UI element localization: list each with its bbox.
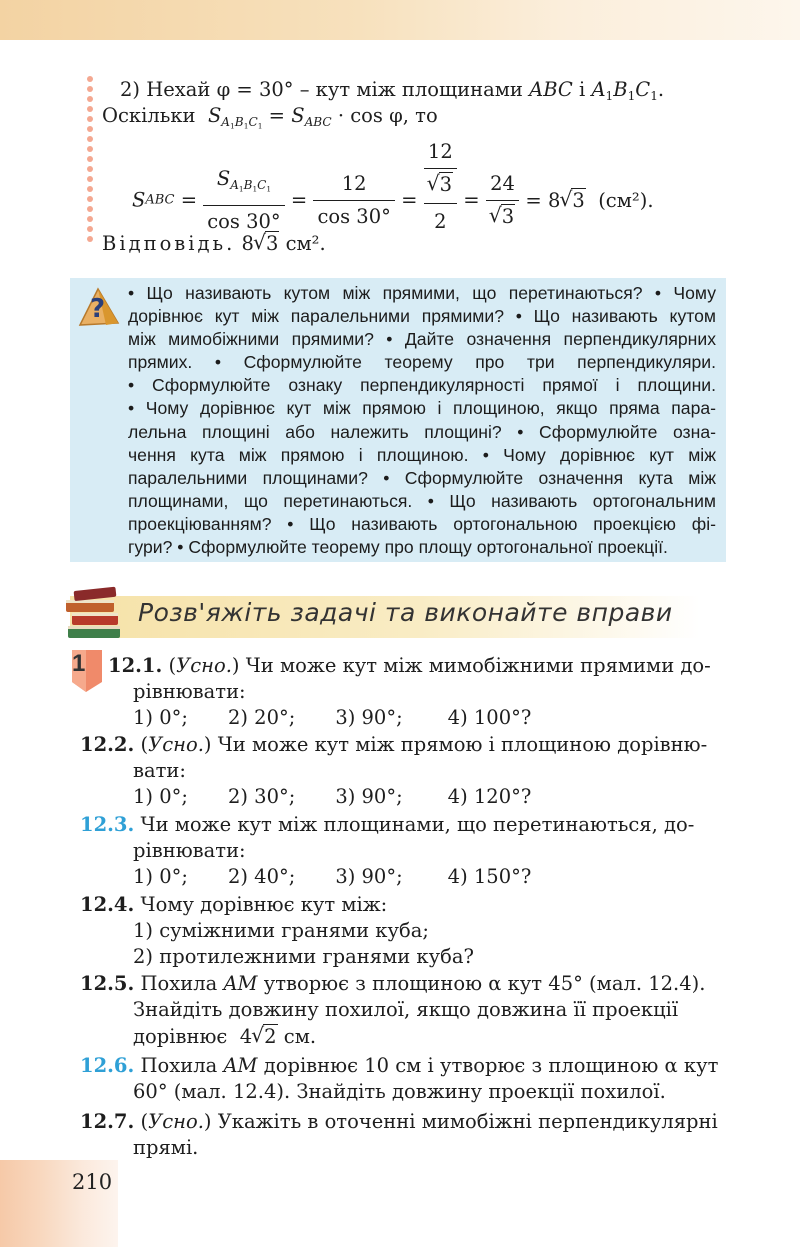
level-badge-number: 1 — [72, 650, 86, 677]
top-decor-band — [0, 0, 800, 40]
task-12-1-options: 1) 0°; 2) 20°; 3) 90°; 4) 100°? — [133, 706, 532, 729]
task-12-4-line-2: 1) суміжними гранями куба; — [133, 919, 429, 942]
task-12-5-line-1: 12.5. Похила AM утворює з площиною α кут 45° (мал. 12.4). — [80, 972, 706, 995]
task-12-3-line-2: рівнювати: — [133, 839, 246, 862]
question-line: прямих. • Сформулюйте теорему про три перпендикуляри. — [128, 352, 716, 373]
task-12-2-line-1: 12.2. (Усно.) Чи може кут між прямою і площиною дорівню- — [80, 733, 708, 756]
question-line: проекціюванням? • Що називають ортогональною проекцією фі- — [128, 513, 716, 534]
question-line: гури? • Сформулюйте теорему про площу ортогональної проекції. — [128, 537, 668, 558]
question-line: площинами, що перетинаються. • Що називають ортогональним — [128, 490, 716, 511]
task-12-4-line-1: 12.4. Чому дорівнює кут між: — [80, 893, 388, 916]
svg-text:?: ? — [90, 294, 106, 324]
question-line: лельна площині або належить площині? • Сформулюйте озна- — [128, 421, 716, 442]
question-line: між мимобіжними прямими? • Дайте означення перпендикулярних — [128, 329, 716, 350]
question-line: дорівнює кут між паралельними прямими? • Що називають кутом — [128, 306, 716, 327]
task-12-5-line-2: Знайдіть довжину похилої, якщо довжина її проекції — [133, 998, 679, 1021]
task-12-6-line-2: 60° (мал. 12.4). Знайдіть довжину проекції похилої. — [133, 1080, 666, 1103]
question-line: • Сформулюйте ознаку перпендикулярності прямої і площини. — [128, 375, 716, 396]
margin-dots — [86, 76, 94, 251]
task-12-5-line-3: дорівнює 4√ 2 см. — [133, 1025, 316, 1049]
question-icon — [76, 285, 122, 331]
solution-formula: SABC = $\frac{S_{A_1B_1C_1}}{\cos 30^\circ}$ = $\frac{12}{\cos 30^\circ}$ = 12 √ 3 2 = 24 √ 3 = 8√ 3 (см²). — [132, 138, 654, 236]
task-12-3-options: 1) 0°; 2) 40°; 3) 90°; 4) 150°? — [133, 865, 532, 888]
task-12-4-line-3: 2) протилежними гранями куба? — [133, 945, 474, 968]
answer-line: Відповідь. 8√ 3 см². — [102, 232, 326, 256]
exercises-banner-title: Розв'яжіть задачі та виконайте вправи — [138, 598, 673, 627]
task-12-7-line-2: прямі. — [133, 1136, 199, 1159]
task-12-1-line-1: 12.1. (Усно.) Чи може кут між мимобіжними прямими до- — [108, 654, 711, 677]
solution-line-2: Оскільки $S_{A_1B_1C_1} = S_{ABC} \cdot \cos \varphi$, то — [102, 104, 438, 131]
task-12-2-line-2: вати: — [133, 759, 186, 782]
solution-line-1: 2) Нехай φ = 30° – кут між площинами ABC і $A_1B_1C_1$. — [120, 78, 665, 104]
task-12-3-line-1: 12.3. Чи може кут між площинами, що перетинаються, до- — [80, 813, 695, 836]
task-12-1-line-2: рівнювати: — [133, 680, 246, 703]
question-line: • Чому дорівнює кут між прямою і площиною, якщо пряма пара- — [128, 398, 716, 419]
question-line: паралельними площинами? • Сформулюйте означення кута між — [128, 467, 716, 488]
page-number: 210 — [72, 1170, 113, 1194]
review-questions-text — [128, 282, 716, 559]
question-line: • Що називають кутом між прямими, що перетинаються? • Чому — [128, 283, 716, 303]
task-12-2-options: 1) 0°; 2) 30°; 3) 90°; 4) 120°? — [133, 785, 532, 808]
task-12-7-line-1: 12.7. (Усно.) Укажіть в оточенні мимобіжні перпендикулярні — [80, 1110, 718, 1133]
task-12-6-line-1: 12.6. Похила AM дорівнює 10 см і утворює з площиною α кут — [80, 1054, 719, 1077]
books-icon — [64, 586, 124, 642]
question-line: чення кута між прямою і площиною. • Чому дорівнює кут між — [128, 444, 716, 465]
